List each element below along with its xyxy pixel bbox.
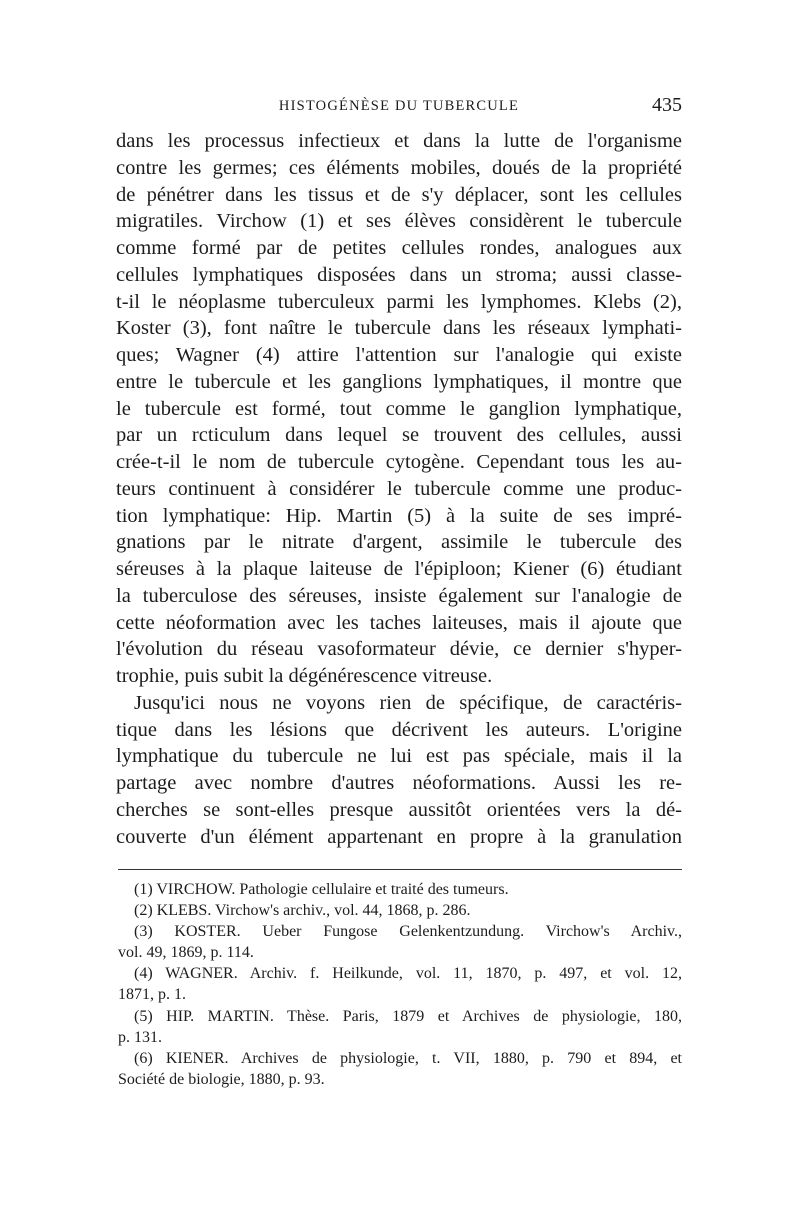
text-line: l'évolution du réseau vasoformateur dévie, ce dernier s'hyper- bbox=[116, 638, 682, 661]
text-line: partage avec nombre d'autres néoformations. Aussi les re- bbox=[116, 772, 682, 794]
running-title: HISTOGÉNÈSE DU TUBERCULE bbox=[278, 98, 520, 114]
footnote-divider bbox=[118, 869, 682, 870]
text-line: couverte d'un élément appartenant en propre à la granulation bbox=[116, 825, 682, 848]
footnote-line: (4) WAGNER. Archiv. f. Heilkunde, vol. 11, 1870, p. 497, et vol. 12, bbox=[134, 965, 682, 983]
footnote-line: Société de biologie, 1880, p. 93. bbox=[118, 1070, 325, 1088]
text-line: séreuses à la plaque laiteuse de l'épiploon; Kiener (6) étudiant bbox=[116, 558, 682, 580]
text-line: Koster (3), font naître le tubercule dans les réseaux lymphati- bbox=[116, 317, 682, 340]
text-line: cellules lymphatiques disposées dans un stroma; aussi classe- bbox=[116, 263, 682, 286]
text-line: le tubercule est formé, tout comme le ganglion lymphatique, bbox=[116, 397, 682, 420]
page-number: 435 bbox=[652, 94, 682, 116]
text-line: migratiles. Virchow (1) et ses élèves considèrent le tubercule bbox=[116, 210, 682, 233]
text-line: Jusqu'ici nous ne voyons rien de spécifique, de caractéris- bbox=[134, 691, 682, 714]
text-line: la tuberculose des séreuses, insiste également sur l'analogie de bbox=[116, 584, 682, 607]
text-line: lymphatique du tubercule ne lui est pas spéciale, mais il la bbox=[116, 745, 682, 768]
text-line: tion lymphatique: Hip. Martin (5) à la suite de ses impré- bbox=[116, 504, 682, 527]
footnote-line: 1871, p. 1. bbox=[118, 986, 186, 1004]
body-text bbox=[116, 128, 682, 850]
text-line: entre le tubercule et les ganglions lymphatiques, il montre que bbox=[116, 370, 682, 393]
text-line: t-il le néoplasme tuberculeux parmi les lymphomes. Klebs (2), bbox=[116, 290, 682, 313]
text-line: gnations par le nitrate d'argent, assimile le tubercule des bbox=[116, 531, 682, 554]
text-line: ques; Wagner (4) attire l'attention sur l'analogie qui existe bbox=[116, 344, 682, 366]
text-line: de pénétrer dans les tissus et de s'y déplacer, sont les cellules bbox=[116, 183, 682, 206]
footnote-line: (5) HIP. MARTIN. Thèse. Paris, 1879 et Archives de physiologie, 180, bbox=[134, 1007, 682, 1025]
text-line: dans les processus infectieux et dans la lutte de l'organisme bbox=[116, 130, 682, 152]
footnote-line: (1) VIRCHOW. Pathologie cellulaire et traité des tumeurs. bbox=[134, 881, 509, 898]
text-line: contre les germes; ces éléments mobiles, doués de la propriété bbox=[116, 156, 682, 179]
text-line: cherches se sont-elles presque aussitôt orientées vers la dé- bbox=[116, 798, 682, 821]
footnote-line: (3) KOSTER. Ueber Fungose Gelenkentzundung. Virchow's Archiv., bbox=[134, 923, 682, 941]
footnote-line: vol. 49, 1869, p. 114. bbox=[118, 944, 254, 962]
text-line: trophie, puis subit la dégénérescence vitreuse. bbox=[116, 665, 493, 687]
text-line: cette néoformation avec les taches laiteuses, mais il ajoute que bbox=[116, 611, 682, 634]
footnotes bbox=[118, 879, 682, 1090]
running-head bbox=[116, 94, 682, 120]
text-line: par un rcticulum dans lequel se trouvent des cellules, aussi bbox=[116, 424, 682, 447]
footnote-line: (6) KIENER. Archives de physiologie, t. VII, 1880, p. 790 et 894, et bbox=[134, 1049, 682, 1067]
footnote-line: p. 131. bbox=[118, 1028, 162, 1046]
text-line: crée-t-il le nom de tubercule cytogène. Cependant tous les au- bbox=[116, 451, 682, 473]
text-line: comme formé par de petites cellules rondes, analogues aux bbox=[116, 237, 682, 259]
footnote-line: (2) KLEBS. Virchow's archiv., vol. 44, 1868, p. 286. bbox=[134, 902, 471, 920]
text-line: teurs continuent à considérer le tubercule comme une produc- bbox=[116, 477, 682, 500]
text-line: tique dans les lésions que décrivent les auteurs. L'origine bbox=[116, 718, 682, 741]
